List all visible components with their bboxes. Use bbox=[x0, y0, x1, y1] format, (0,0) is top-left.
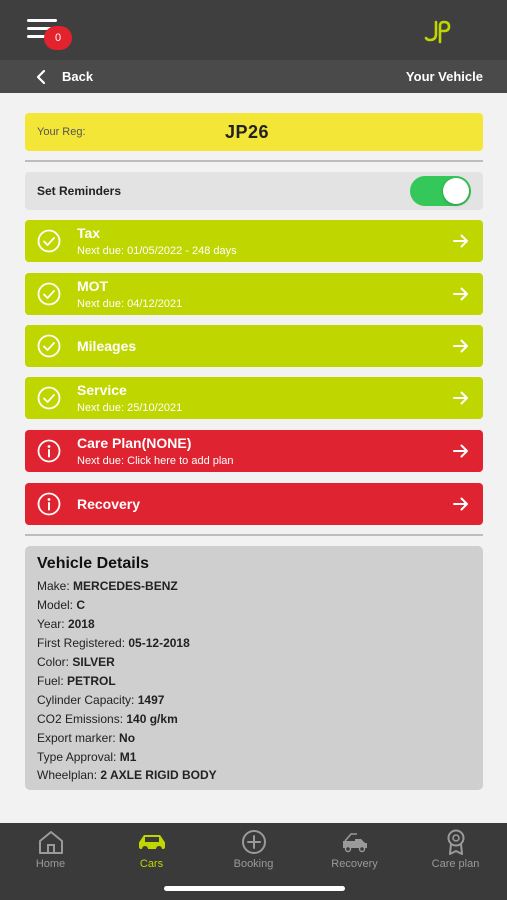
reminder-item-mileages[interactable] bbox=[25, 325, 483, 367]
detail-value: C bbox=[76, 598, 86, 612]
vehicle-details-card bbox=[25, 546, 483, 790]
info-circle-icon bbox=[37, 439, 61, 463]
registration-box bbox=[25, 113, 483, 151]
reminder-title: Recovery bbox=[77, 496, 141, 512]
detail-row-wheelplan bbox=[37, 768, 217, 782]
detail-value: 140 g/km bbox=[126, 712, 178, 726]
check-circle-icon bbox=[37, 282, 61, 306]
set-reminders-label: Set Reminders bbox=[37, 184, 122, 198]
detail-row-cylinder-capacity bbox=[37, 693, 164, 707]
detail-value: 1497 bbox=[137, 693, 165, 707]
reminder-subtitle: Next due: 04/12/2021 bbox=[77, 298, 183, 310]
top-bar bbox=[0, 0, 507, 60]
home-indicator bbox=[164, 886, 345, 891]
detail-label: Cylinder Capacity: bbox=[37, 693, 135, 707]
tab-home[interactable] bbox=[0, 823, 101, 883]
detail-value: 2018 bbox=[67, 617, 95, 631]
detail-row-color bbox=[37, 655, 115, 669]
tab-label: Home bbox=[35, 858, 66, 870]
plus-circle-icon bbox=[240, 829, 268, 855]
detail-row-export-marker bbox=[37, 731, 135, 745]
vehicle-details-title: Vehicle Details bbox=[37, 555, 150, 572]
tow-truck-icon bbox=[341, 829, 369, 855]
detail-label: Model: bbox=[37, 598, 74, 612]
detail-label: Make: bbox=[37, 579, 70, 593]
award-icon bbox=[442, 829, 470, 855]
reminder-title: Service bbox=[77, 382, 127, 398]
reminder-subtitle: Next due: Click here to add plan bbox=[77, 455, 234, 467]
reminder-title: Mileages bbox=[77, 338, 137, 354]
home-icon bbox=[37, 829, 65, 855]
arrow-right-icon bbox=[453, 233, 469, 249]
reminder-item-service[interactable] bbox=[25, 377, 483, 419]
detail-row-first-registered bbox=[37, 636, 190, 650]
detail-value: No bbox=[119, 731, 136, 745]
arrow-right-icon bbox=[453, 443, 469, 459]
reminder-item-care-plan[interactable] bbox=[25, 430, 483, 472]
check-circle-icon bbox=[37, 229, 61, 253]
car-icon bbox=[138, 829, 166, 855]
back-button[interactable] bbox=[34, 60, 93, 93]
tab-booking[interactable] bbox=[203, 823, 304, 883]
divider bbox=[25, 534, 483, 536]
toggle-knob bbox=[443, 178, 469, 204]
arrow-right-icon bbox=[453, 496, 469, 512]
detail-label: Color: bbox=[37, 655, 70, 669]
info-circle-icon bbox=[37, 492, 61, 516]
detail-row-year bbox=[37, 617, 95, 631]
divider bbox=[25, 160, 483, 162]
reminders-toggle[interactable] bbox=[410, 176, 471, 206]
detail-row-model bbox=[37, 598, 85, 612]
detail-value: 2 AXLE RIGID BODY bbox=[100, 768, 217, 782]
reminder-subtitle: Next due: 01/05/2022 - 248 days bbox=[77, 245, 237, 257]
check-circle-icon bbox=[37, 386, 61, 410]
reminder-title: Tax bbox=[77, 225, 101, 241]
registration-label: Your Reg: bbox=[37, 126, 86, 138]
detail-label: Type Approval: bbox=[37, 750, 117, 764]
tab-label: Recovery bbox=[331, 858, 378, 870]
reminder-subtitle: Next due: 25/10/2021 bbox=[77, 402, 183, 414]
detail-label: Fuel: bbox=[37, 674, 64, 688]
tab-cars[interactable] bbox=[101, 823, 202, 883]
page-title: Your Vehicle bbox=[405, 69, 483, 84]
tab-label: Booking bbox=[233, 858, 274, 870]
chevron-left-icon bbox=[34, 69, 50, 85]
menu-icon-line bbox=[27, 19, 57, 22]
detail-value: MERCEDES-BENZ bbox=[73, 579, 178, 593]
tab-label: Care plan bbox=[431, 858, 480, 870]
set-reminders-row bbox=[25, 172, 483, 210]
arrow-right-icon bbox=[453, 286, 469, 302]
reminder-title: MOT bbox=[77, 278, 109, 294]
detail-value: 05-12-2018 bbox=[128, 636, 190, 650]
detail-label: Export marker: bbox=[37, 731, 116, 745]
detail-label: Wheelplan: bbox=[37, 768, 98, 782]
nav-bar bbox=[0, 60, 507, 93]
notification-badge[interactable]: 0 bbox=[44, 26, 72, 50]
reminder-item-recovery[interactable] bbox=[25, 483, 483, 525]
detail-label: First Registered: bbox=[37, 636, 126, 650]
detail-row-type-approval bbox=[37, 750, 136, 764]
reminder-item-mot[interactable] bbox=[25, 273, 483, 315]
detail-label: CO2 Emissions: bbox=[37, 712, 124, 726]
detail-value: M1 bbox=[119, 750, 137, 764]
arrow-right-icon bbox=[453, 390, 469, 406]
detail-value: PETROL bbox=[67, 674, 116, 688]
app-logo-icon bbox=[424, 18, 452, 44]
detail-value: SILVER bbox=[72, 655, 115, 669]
back-label: Back bbox=[62, 69, 94, 84]
detail-row-co2-emissions bbox=[37, 712, 178, 726]
registration-value: JP26 bbox=[225, 122, 270, 142]
detail-label: Year: bbox=[37, 617, 65, 631]
detail-row-make bbox=[37, 579, 178, 593]
check-circle-icon bbox=[37, 334, 61, 358]
tab-care-plan[interactable] bbox=[405, 823, 506, 883]
tab-label: Cars bbox=[139, 858, 164, 870]
tab-recovery[interactable] bbox=[304, 823, 405, 883]
detail-row-fuel bbox=[37, 674, 116, 688]
arrow-right-icon bbox=[453, 338, 469, 354]
reminder-item-tax[interactable] bbox=[25, 220, 483, 262]
reminder-title: Care Plan(NONE) bbox=[77, 435, 192, 451]
